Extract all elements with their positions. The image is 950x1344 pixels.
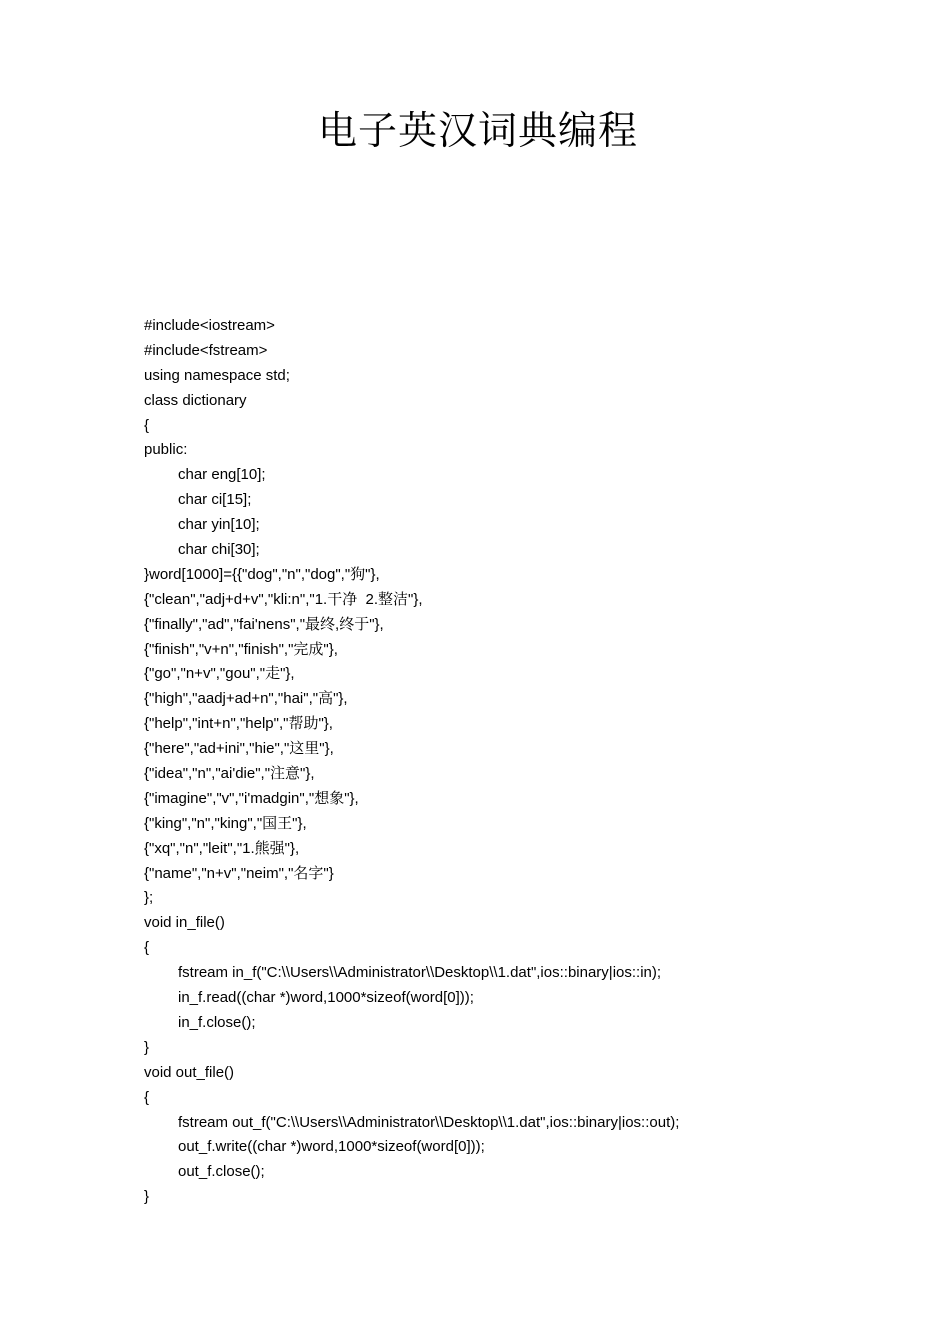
document-title: 电子英汉词典编程 xyxy=(317,109,638,154)
code-line: #include<iostream> xyxy=(144,317,275,334)
code-line: {"help","int+n","help","帮助"}, xyxy=(144,715,333,733)
code-line: {"finish","v+n","finish","完成"}, xyxy=(144,640,338,658)
code-line: }word[1000]={{"dog","n","dog","狗"}, xyxy=(144,565,380,583)
code-line: fstream out_f("C:\\Users\\Administrator\\Desktop\\1.dat",ios::binary|ios::out); xyxy=(178,1113,680,1131)
code-line: {"xq","n","leit","1.熊强"}, xyxy=(144,839,300,857)
code-line: public: xyxy=(144,441,188,459)
code-line: void out_file() xyxy=(144,1063,235,1081)
code-line: { xyxy=(144,939,150,957)
code-line: {"high","aadj+ad+n","hai","高"}, xyxy=(144,690,348,708)
code-line: char ci[15]; xyxy=(178,491,252,509)
code-line: }; xyxy=(144,889,154,907)
code-line: fstream in_f("C:\\Users\\Administrator\\Desktop\\1.dat",ios::binary|ios::in); xyxy=(178,964,662,982)
code-line: class dictionary xyxy=(144,391,247,409)
code-line: char eng[10]; xyxy=(178,466,266,484)
code-line: in_f.close(); xyxy=(178,1013,256,1031)
code-line: { xyxy=(144,1088,150,1106)
code-line: {"here","ad+ini","hie","这里"}, xyxy=(144,740,334,758)
code-line: char chi[30]; xyxy=(178,541,260,559)
code-line: {"king","n","king","国王"}, xyxy=(144,814,307,832)
code-line: {"idea","n","ai'die","注意"}, xyxy=(144,765,315,783)
code-line: #include<fstream> xyxy=(144,341,268,359)
code-line: {"clean","adj+d+v","kli:n","1.干净 2.整洁"}, xyxy=(144,590,423,608)
code-line: } xyxy=(144,1038,150,1056)
code-line: in_f.read((char *)word,1000*sizeof(word[0])); xyxy=(178,989,474,1007)
code-line: using namespace std; xyxy=(144,366,290,384)
code-line: out_f.close(); xyxy=(178,1163,265,1181)
code-line: {"go","n+v","gou","走"}, xyxy=(144,665,295,683)
code-listing xyxy=(144,314,904,1210)
code-line: {"name","n+v","neim","名字"} xyxy=(144,864,334,882)
code-line: {"finally","ad","fai'nens","最终,终于"}, xyxy=(144,615,384,633)
code-line: } xyxy=(144,1188,150,1206)
code-line: {"imagine","v","i'madgin","想象"}, xyxy=(144,789,359,807)
code-line: { xyxy=(144,416,150,434)
code-line: out_f.write((char *)word,1000*sizeof(word[0])); xyxy=(178,1138,485,1156)
code-line: char yin[10]; xyxy=(178,516,260,534)
code-line: void in_file() xyxy=(144,914,225,932)
